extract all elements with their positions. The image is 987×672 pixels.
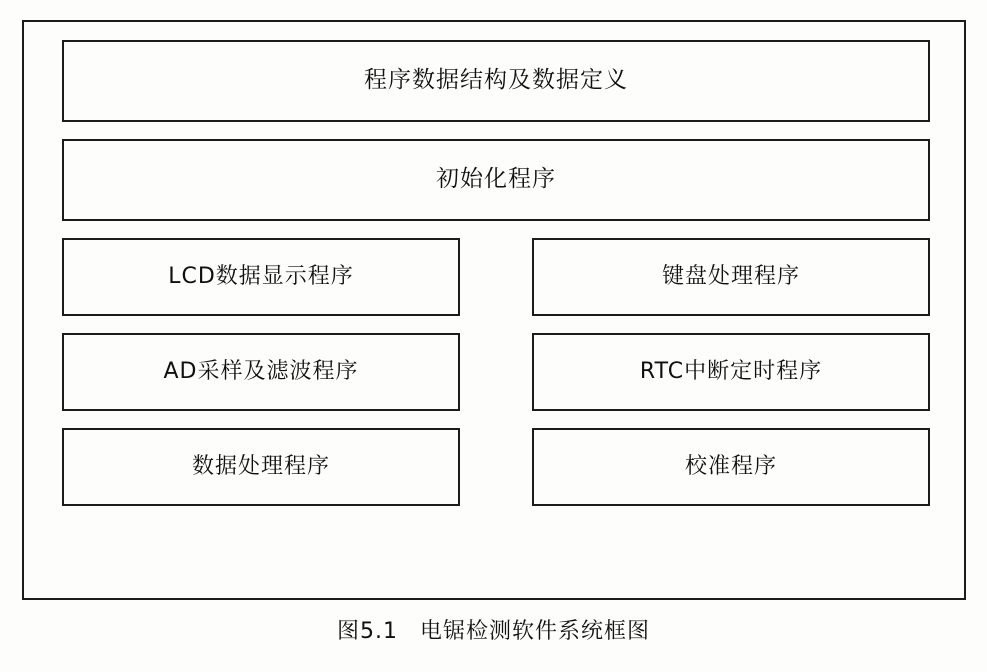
- diagram-rows: [62, 40, 930, 585]
- block-rtc-interrupt-timer: RTC中断定时程序: [532, 333, 930, 411]
- diagram-row-1: [62, 40, 930, 122]
- diagram-row-3: [62, 238, 930, 316]
- block-initialization: 初始化程序: [62, 139, 930, 221]
- diagram-row-2: [62, 139, 930, 221]
- block-keyboard-handler: 键盘处理程序: [532, 238, 930, 316]
- diagram-row-4: [62, 333, 930, 411]
- figure-caption-text: 电锯检测软件系统框图: [419, 619, 650, 644]
- block-data-processing: 数据处理程序: [62, 428, 460, 506]
- block-data-structure: 程序数据结构及数据定义: [62, 40, 930, 122]
- figure-caption: [0, 614, 987, 645]
- figure-number: 图5.1: [336, 619, 398, 644]
- block-ad-sampling-filter: AD采样及滤波程序: [62, 333, 460, 411]
- diagram-row-5: [62, 428, 930, 506]
- block-lcd-display: LCD数据显示程序: [62, 238, 460, 316]
- block-calibration: 校准程序: [532, 428, 930, 506]
- diagram-outer-frame: [22, 20, 966, 600]
